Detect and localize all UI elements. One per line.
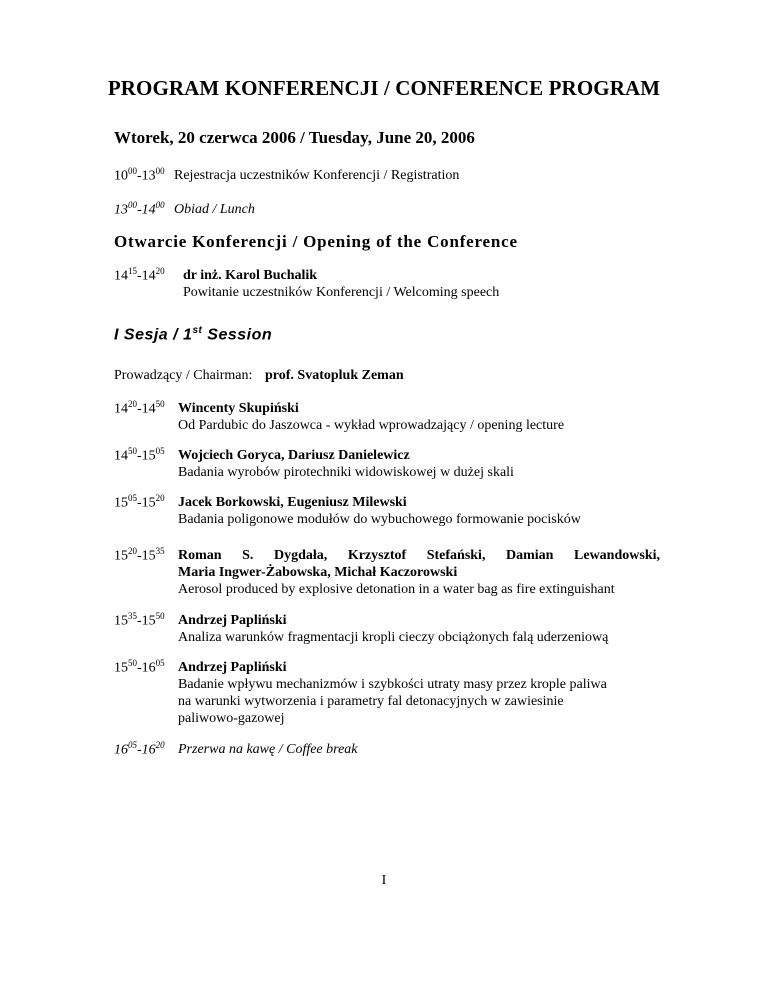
- talk-time: $15^{35}-15^{50}$: [114, 611, 165, 629]
- talk-authors: Roman S. Dygdała, Krzysztof Stefański, Damian Lewandowski,: [178, 548, 660, 563]
- talk-entry: [178, 547, 660, 598]
- opening-speaker: dr inż. Karol Buchalik: [183, 268, 318, 283]
- lunch-time: $13^{00}-14^{00}$: [114, 200, 165, 218]
- talk-title: Analiza warunków fragmentacji kropli cieczy obciążonych falą uderzeniową: [178, 630, 609, 645]
- talk-entry: [178, 612, 660, 646]
- talk-title: na warunki wytworzenia i parametry fal detonacyjnych w zawiesinie: [178, 694, 564, 709]
- registration-text: Rejestracja uczestników Konferencji / Registration: [174, 168, 460, 183]
- talk-authors: Andrzej Papliński: [178, 613, 287, 628]
- talk-title: Badania poligonowe modułów do wybuchowego formowanie pocisków: [178, 512, 581, 527]
- talk-entry: [178, 400, 660, 434]
- talk-authors: Wincenty Skupiński: [178, 401, 299, 416]
- talk-title: Aerosol produced by explosive detonation in a water bag as fire extinguishant: [178, 582, 615, 597]
- talk-authors: Andrzej Papliński: [178, 660, 287, 675]
- coffee-time: $16^{05}-16^{20}$: [114, 740, 165, 758]
- talk-time: $14^{20}-14^{50}$: [114, 399, 165, 417]
- talk-title: paliwowo-gazowej: [178, 711, 285, 726]
- chair-name: prof. Svatopluk Zeman: [265, 368, 404, 383]
- opening-entry: [183, 267, 665, 301]
- talk-entry: [178, 494, 660, 528]
- talk-authors: Wojciech Goryca, Dariusz Danielewicz: [178, 448, 410, 463]
- talk-title: Od Pardubic do Jaszowca - wykład wprowadzający / opening lecture: [178, 418, 565, 433]
- opening-text: Powitanie uczestników Konferencji / Welcoming speech: [183, 285, 500, 300]
- registration-time: $10^{00}-13^{00}$: [114, 166, 165, 184]
- page-number: I: [381, 873, 387, 888]
- talk-entry: [178, 447, 660, 481]
- day-heading: Wtorek, 20 czerwca 2006 / Tuesday, June 20, 2006: [114, 128, 475, 147]
- coffee-text: Przerwa na kawę / Coffee break: [178, 742, 358, 757]
- talk-title: Badanie wpływu mechanizmów i szybkości utraty masy przez krople paliwa: [178, 677, 607, 692]
- chair-label: Prowadzący / Chairman:: [114, 368, 253, 383]
- talk-time: $15^{20}-15^{35}$: [114, 546, 165, 564]
- opening-time: $14^{15}-14^{20}$: [114, 266, 165, 284]
- talk-time: $15^{50}-16^{05}$: [114, 658, 165, 676]
- talk-entry: [178, 659, 660, 727]
- lunch-text: Obiad / Lunch: [174, 202, 255, 217]
- talk-authors: Jacek Borkowski, Eugeniusz Milewski: [178, 495, 407, 510]
- session-heading: I Sesja / 1st Session: [114, 325, 273, 344]
- talk-title: Badania wyrobów pirotechniki widowiskowej w dużej skali: [178, 465, 514, 480]
- talk-time: $15^{05}-15^{20}$: [114, 493, 165, 511]
- page-title: PROGRAM KONFERENCJI / CONFERENCE PROGRAM: [107, 76, 661, 100]
- talk-time: $14^{50}-15^{05}$: [114, 446, 165, 464]
- talk-authors: Maria Ingwer-Żabowska, Michał Kaczorowski: [178, 565, 458, 580]
- opening-heading: Otwarcie Konferencji / Opening of the Conference: [114, 232, 518, 251]
